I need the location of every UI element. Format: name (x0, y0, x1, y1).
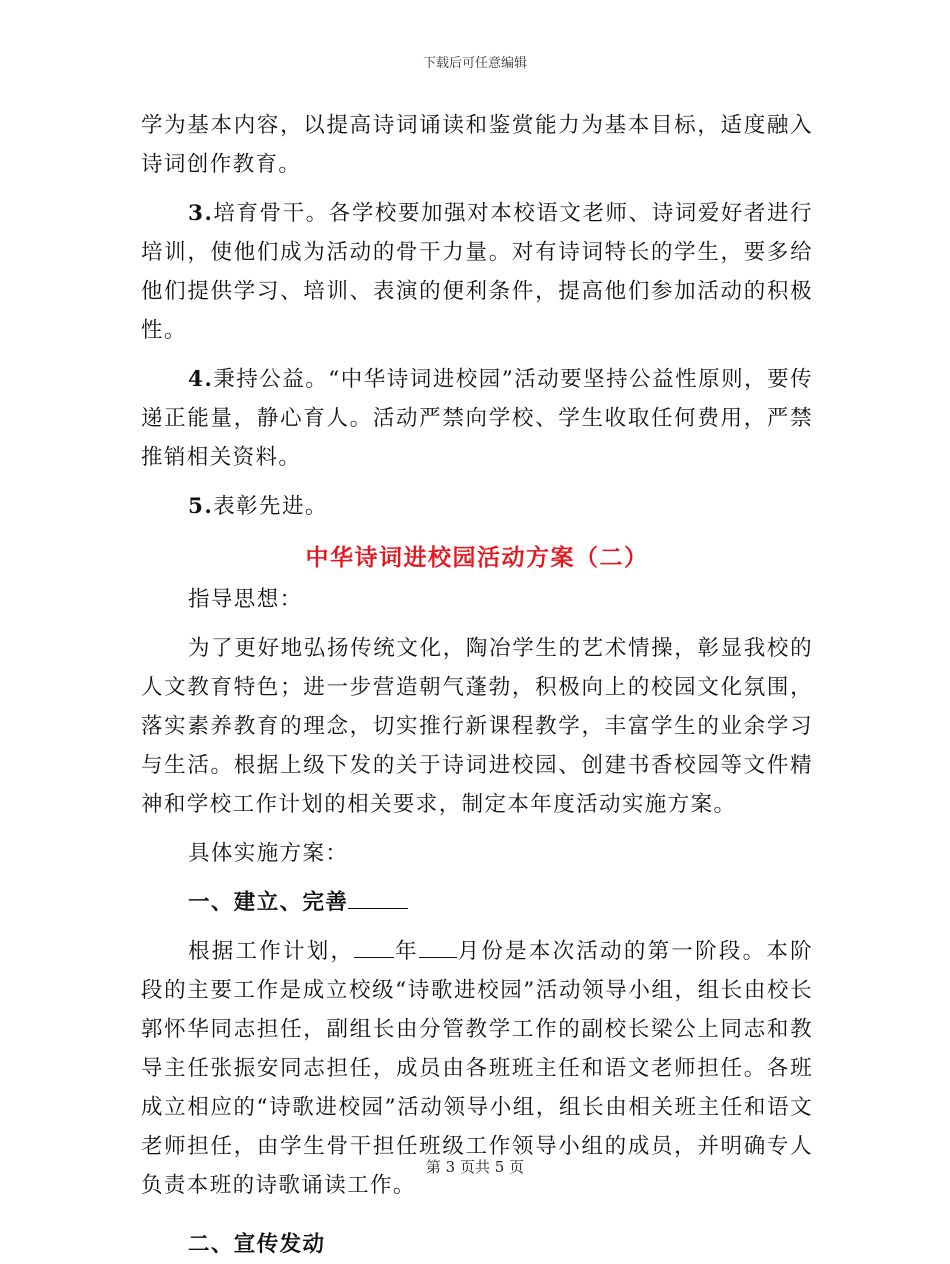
guide-paragraph: 为了更好地弘扬传统文化，陶冶学生的艺术情操，彰显我校的人文教育特色；进一步营造朝气蓬勃，积极向上的校园文化氛围，落实素养教育的理念，切实推行新课程教学，丰富学生的业余学习与生活。根据上级下发的关于诗词进校园、创建书香校园等文件精神和学校工作计划的相关要求，制定本年度活动实施方案。 (141, 636, 813, 817)
blank-year (354, 957, 394, 958)
heading-text: 一、建立、完善 (188, 890, 349, 915)
item-number: 5. (188, 494, 214, 519)
plan-label: 具体实施方案： (188, 841, 349, 866)
heading-establish (141, 883, 813, 922)
item-number: 3. (188, 201, 214, 226)
paragraph-item-5 (141, 487, 813, 526)
blank-month (419, 957, 457, 958)
paragraph-item-4 (141, 360, 813, 477)
heading-publicity: 二、宣传发动 (188, 1232, 326, 1257)
section-title: 中华诗词进校园活动方案（二） (305, 544, 649, 571)
item-number: 4. (188, 367, 214, 392)
item-text: 表彰先进。 (213, 494, 328, 519)
document-body (141, 106, 813, 1264)
blank-underline (348, 908, 408, 909)
stage1-lead: 根据工作计划， (188, 939, 355, 964)
page-footer: 第 3 页共 5 页 (425, 1158, 525, 1176)
guide-label: 指导思想： (188, 587, 303, 612)
item-text: 培育骨干。各学校要加强对本校语文老师、诗词爱好者进行培训，使他们成为活动的骨干力量。对有诗词特长的学生，要多给他们提供学习、培训、表演的便利条件，提高他们参加活动的积极性。 (141, 201, 813, 343)
page-header: 下载后可任意编辑 (422, 56, 527, 71)
stage1-rest: 月份是本次活动的第一阶段。本阶段的主要工作是成立校级“诗歌进校园”活动领导小组，组长由校长郭怀华同志担任，副组长由分管教学工作的副校长梁公上同志和教导主任张振安同志担任，成员由各班班主任和语文老师担任。各班成立相应的“诗歌进校园”活动领导小组，组长由相关班主任和语文老师担任，由学生骨干担任班级工作领导小组的成员，并明确专人负责本班的诗歌诵读工作。 (141, 939, 813, 1198)
paragraph-item-3 (141, 194, 813, 350)
stage1-year: 年 (394, 939, 419, 964)
item-text: 秉持公益。“中华诗词进校园”活动要坚持公益性原则，要传递正能量，静心育人。活动严禁向学校、学生收取任何费用，严禁推销相关资料。 (141, 367, 813, 470)
paragraph-continuation: 学为基本内容，以提高诗词诵读和鉴赏能力为基本目标，适度融入诗词创作教育。 (141, 113, 813, 177)
